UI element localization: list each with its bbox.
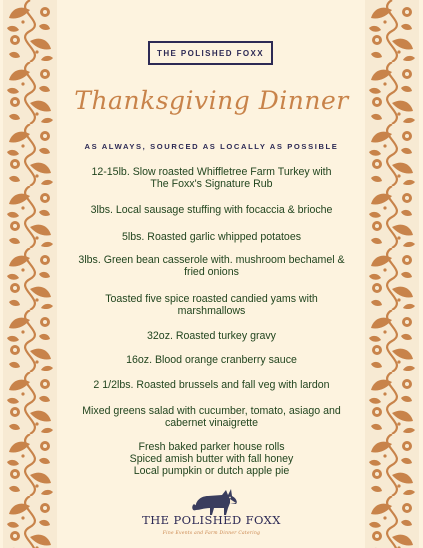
right-floral-border xyxy=(365,0,419,548)
menu-item: 3lbs. Green bean casserole with. mushroom bechamel & fried onions xyxy=(78,254,345,278)
menu-item: Fresh baked parker house rolls Spiced amish butter with fall honey Local pumpkin or dutch apple pie xyxy=(129,441,294,477)
menu-item: 16oz. Blood orange cranberry sauce xyxy=(126,354,297,366)
menu-item: Mixed greens salad with cucumber, tomato, asiago and cabernet vinaigrette xyxy=(82,405,341,429)
subtitle: AS ALWAYS, SOURCED AS LOCALLY AS POSSIBLE xyxy=(84,142,339,151)
brand-badge: THE POLISHED FOXX xyxy=(148,41,273,65)
left-floral-border xyxy=(3,0,57,548)
menu-item: 12-15lb. Slow roasted Whiffletree Farm Turkey with The Foxx's Signature Rub xyxy=(91,166,332,190)
menu-item: 32oz. Roasted turkey gravy xyxy=(147,330,276,342)
fox-logo-icon xyxy=(190,484,242,516)
logo-name: THE POLISHED FOXX xyxy=(142,513,281,527)
floral-border-icon xyxy=(3,0,57,548)
menu-item: 2 1/2lbs. Roasted brussels and fall veg with lardon xyxy=(93,379,330,391)
floral-border-icon xyxy=(365,0,419,548)
menu-item: 3lbs. Local sausage stuffing with focaccia & brioche xyxy=(90,204,333,216)
page-title: Thanksgiving Dinner xyxy=(74,86,349,115)
menu-item: Toasted five spice roasted candied yams with marshmallows xyxy=(105,293,318,317)
logo-tagline: Fine Events and Farm Dinner Catering xyxy=(162,531,261,536)
menu-item: 5lbs. Roasted garlic whipped potatoes xyxy=(121,231,302,243)
